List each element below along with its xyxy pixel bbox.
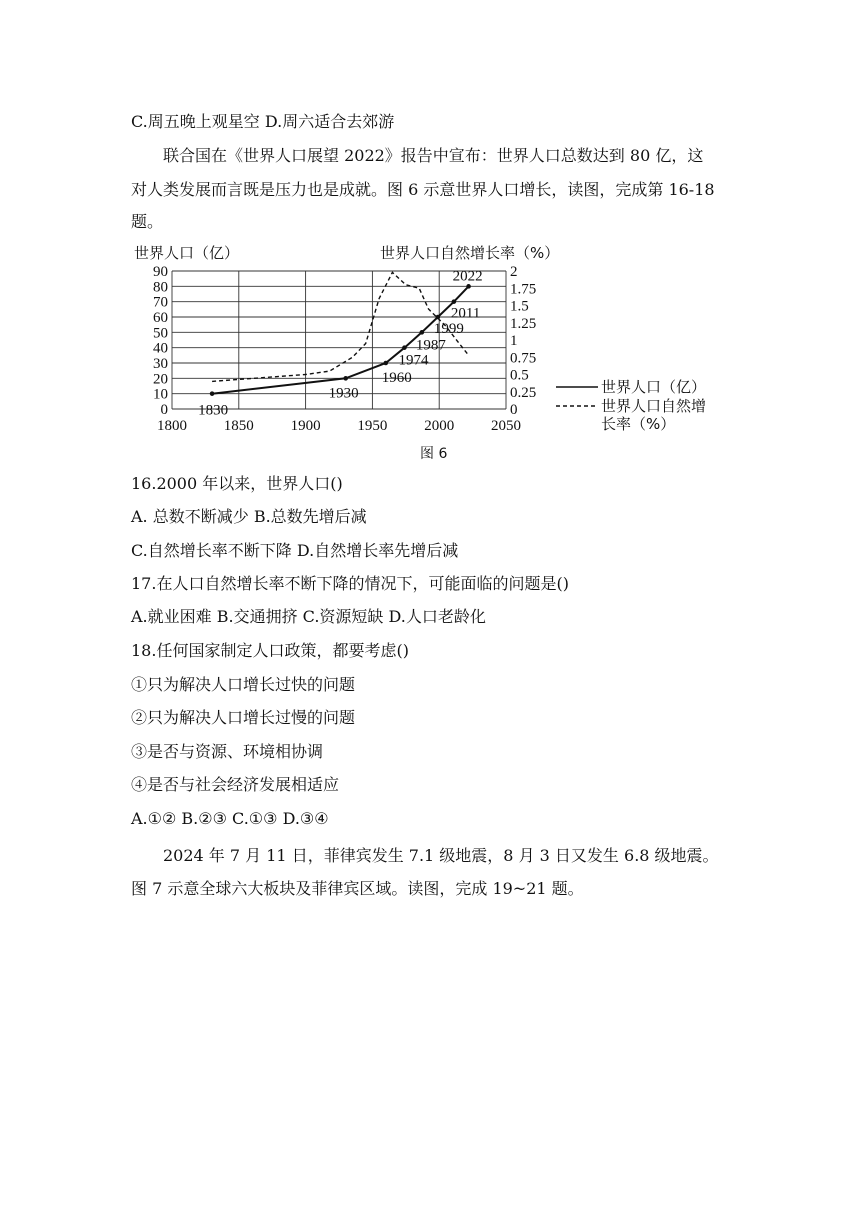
y-right-tick-label: 2 bbox=[510, 264, 518, 280]
y-left-tick-label: 50 bbox=[153, 325, 168, 342]
population-point bbox=[210, 391, 215, 396]
y-left-tick-label: 60 bbox=[153, 310, 168, 326]
y-left-tick-label: 10 bbox=[153, 386, 168, 403]
y-left-tick-label: 0 bbox=[160, 402, 168, 418]
y-right-tick-label: 0.75 bbox=[510, 350, 537, 367]
y-right-ticks bbox=[510, 264, 536, 418]
population-point bbox=[452, 299, 457, 304]
question-18-statement-2: ②只为解决人口增长过慢的问题 bbox=[131, 708, 356, 727]
population-point-label: 1999 bbox=[433, 321, 464, 337]
population-point bbox=[402, 345, 407, 350]
y-left-ticks bbox=[153, 264, 168, 418]
question-17: 17.在人口自然增长率不断下降的情况下，可能面临的问题是() bbox=[131, 574, 569, 593]
x-tick-label: 2000 bbox=[424, 418, 455, 434]
y-left-axis-label: 世界人口（亿） bbox=[134, 244, 240, 262]
population-chart bbox=[128, 240, 728, 462]
y-left-tick-label: 20 bbox=[153, 371, 168, 388]
y-right-tick-label: 1.25 bbox=[510, 315, 537, 332]
figure-caption: 图 6 bbox=[420, 446, 448, 462]
y-left-tick-label: 80 bbox=[153, 279, 168, 296]
population-point bbox=[343, 376, 348, 381]
legend-population-label: 世界人口（亿） bbox=[601, 378, 707, 396]
y-right-tick-label: 0 bbox=[510, 402, 518, 418]
chart-legend bbox=[556, 378, 706, 433]
population-point-label: 1960 bbox=[381, 370, 412, 386]
y-left-tick-label: 40 bbox=[153, 340, 168, 357]
question-18-options: A.①② B.②③ C.①③ D.③④ bbox=[131, 809, 329, 828]
population-point-label: 1930 bbox=[328, 385, 359, 402]
question-16-options-cd: C.自然增长率不断下降 D.自然增长率先增后减 bbox=[131, 541, 459, 560]
x-tick-label: 1900 bbox=[290, 418, 321, 434]
population-point bbox=[420, 330, 425, 335]
x-tick-label: 1800 bbox=[157, 418, 187, 434]
intro-paragraph-line-3: 题。 bbox=[131, 212, 164, 231]
chart-series bbox=[198, 268, 483, 418]
population-point-label: 2022 bbox=[452, 268, 483, 285]
population-point-label: 1987 bbox=[415, 337, 446, 354]
y-right-tick-label: 1.75 bbox=[510, 281, 537, 298]
y-right-tick-label: 1.5 bbox=[510, 298, 529, 315]
legend-growth-rate-label-line1: 世界人口自然增 bbox=[601, 397, 707, 415]
population-point bbox=[466, 284, 471, 289]
growth-rate-line bbox=[212, 272, 469, 381]
intro-paragraph-line-2: 对人类发展而言既是压力也是成就。图 6 示意世界人口增长，读图，完成第 16-18 bbox=[131, 180, 715, 199]
y-right-axis-label: 世界人口自然增长率（%） bbox=[380, 244, 560, 262]
y-left-tick-label: 30 bbox=[153, 356, 168, 372]
population-point bbox=[383, 361, 388, 366]
question-18: 18.任何国家制定人口政策，都要考虑() bbox=[131, 641, 409, 660]
question-16: 16.2000 年以来，世界人口() bbox=[131, 474, 343, 493]
y-right-tick-label: 0.25 bbox=[510, 384, 537, 401]
intro-paragraph-line-1: 联合国在《世界人口展望 2022》报告中宣布：世界人口总数达到 80 亿，这 bbox=[163, 146, 704, 165]
y-left-tick-label: 90 bbox=[153, 264, 168, 280]
x-tick-label: 1950 bbox=[357, 418, 388, 434]
q15-options-tail: C.周五晚上观星空 D.周六适合去郊游 bbox=[131, 112, 395, 131]
x-ticks bbox=[157, 418, 521, 434]
x-tick-label: 1850 bbox=[223, 418, 254, 434]
question-18-statement-4: ④是否与社会经济发展相适应 bbox=[131, 775, 340, 794]
question-17-options: A.就业困难 B.交通拥挤 C.资源短缺 D.人口老龄化 bbox=[131, 607, 486, 626]
x-tick-label: 2050 bbox=[491, 418, 521, 434]
question-18-statement-3: ③是否与资源、环境相协调 bbox=[131, 742, 324, 761]
question-18-statement-1: ①只为解决人口增长过快的问题 bbox=[131, 675, 356, 694]
legend-growth-rate-label-line2: 长率（%） bbox=[601, 415, 676, 433]
population-point-label: 1830 bbox=[198, 402, 229, 419]
y-right-tick-label: 0.5 bbox=[510, 367, 529, 384]
y-left-tick-label: 70 bbox=[153, 294, 168, 311]
intro2-paragraph-line-2: 图 7 示意全球六大板块及菲律宾区域。读图，完成 19~21 题。 bbox=[131, 879, 584, 898]
question-16-options-ab: A. 总数不断减少 B.总数先增后减 bbox=[131, 507, 367, 526]
population-point-label: 2011 bbox=[450, 305, 481, 322]
y-right-tick-label: 1 bbox=[510, 333, 518, 349]
population-point-label: 1974 bbox=[398, 352, 429, 369]
intro2-paragraph-line-1: 2024 年 7 月 11 日，菲律宾发生 7.1 级地震，8 月 3 日又发生 6.8 级地震。 bbox=[163, 846, 719, 865]
